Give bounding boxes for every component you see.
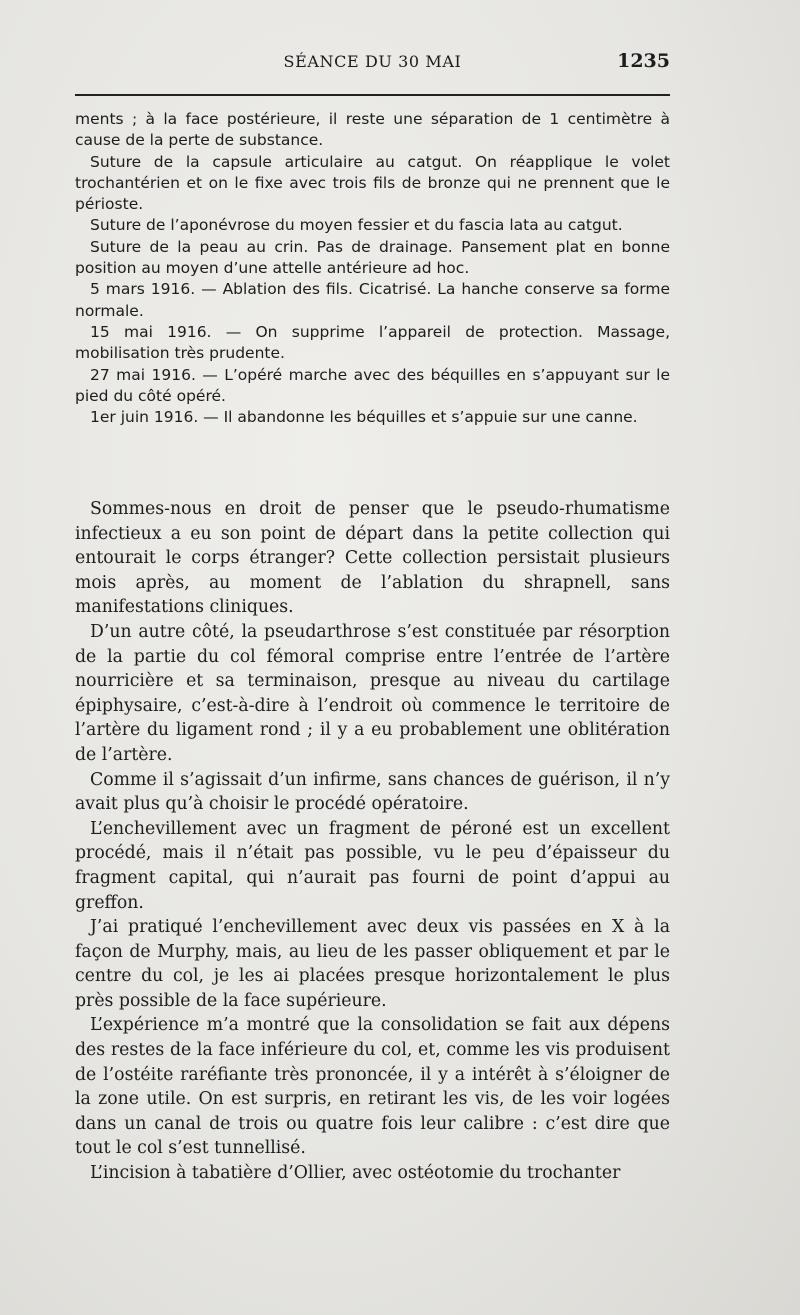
case-note-paragraph: Suture de la capsule articulaire au catgut. On réapplique le volet trochantérien et on le fixe avec trois fils de bronze qui ne prennent que le périoste.: [75, 152, 670, 214]
case-note-paragraph: ments ; à la face postérieure, il reste une séparation de 1 centimètre à cause de la perte de substance.: [75, 110, 670, 150]
header-title: SÉANCE DU 30 MAI: [283, 52, 462, 71]
case-note-paragraph: Suture de l’aponévrose du moyen fessier et du fascia lata au catgut.: [90, 216, 623, 235]
running-header: [75, 50, 670, 80]
case-note-paragraph: 15 mai 1916. — On supprime l’appareil de protection. Massage, mobilisation très prudente.: [75, 322, 670, 363]
discussion-paragraph: L’incision à tabatière d’Ollier, avec ostéotomie du trochanter: [90, 1163, 621, 1184]
case-note-paragraph: Suture de la peau au crin. Pas de drainage. Pansement plat en bonne position au moyen d’une attelle antérieure ad hoc.: [75, 237, 670, 278]
case-notes: [75, 109, 670, 428]
case-note-paragraph: 5 mars 1916. — Ablation des fils. Cicatrisé. La hanche conserve sa forme normale.: [75, 280, 670, 320]
discussion-paragraph: D’un autre côté, la pseudarthrose s’est constituée par résorption de la partie du col fémoral comprise entre l’entrée de l’artère nourricière et sa terminaison, presque au niveau du cartilage épiphysaire, c’est-à-dire à l’endroit où commence le territoire de l’artère du ligament rond ; il y a eu probablement une oblitération de l’artère.: [75, 621, 670, 765]
discussion-paragraph: Sommes-nous en droit de penser que le pseudo-rhumatisme infectieux a eu son point de départ dans la petite collection qui entourait le corps étranger? Cette collection persistait plusieurs mois après, au moment de l’ablation du shrapnell, sans manifestations cliniques.: [75, 499, 670, 618]
case-note-paragraph: 27 mai 1916. — L’opéré marche avec des béquilles en s’appuyant sur le pied du côté opéré.: [75, 365, 670, 405]
discussion-paragraph: L’enchevillement avec un fragment de péroné est un excellent procédé, mais il n’était pas possible, vu le peu d’épaisseur du fragment capital, qui n’aurait pas fourni de point d’appui au greffon.: [75, 818, 670, 913]
discussion-paragraph: Comme il s’agissait d’un infirme, sans chances de guérison, il n’y avait plus qu’à choisir le procédé opératoire.: [75, 769, 670, 815]
discussion-paragraph: L’expérience m’a montré que la consolidation se fait aux dépens des restes de la face inférieure du col, et, comme les vis produisent de l’ostéite raréfiante très prononcée, il y a intérêt à s’éloigner de la zone utile. On est surpris, en retirant les vis, de les voir logées dans un canal de trois ou quatre fois leur calibre : c’est dire que tout le col s’est tunnellisé.: [75, 1015, 670, 1159]
page-number: 1235: [617, 50, 670, 72]
discussion-paragraph: J’ai pratiqué l’enchevillement avec deux vis passées en X à la façon de Murphy, mais, au lieu de les passer obliquement et par le centre du col, je les ai placées presque horizontalement le plus près possible de la face supérieure.: [75, 917, 670, 1011]
case-note-paragraph: 1er juin 1916. — Il abandonne les béquilles et s’appuie sur une canne.: [90, 408, 638, 427]
header-rule: [75, 94, 670, 96]
discussion-text: [75, 497, 670, 1186]
